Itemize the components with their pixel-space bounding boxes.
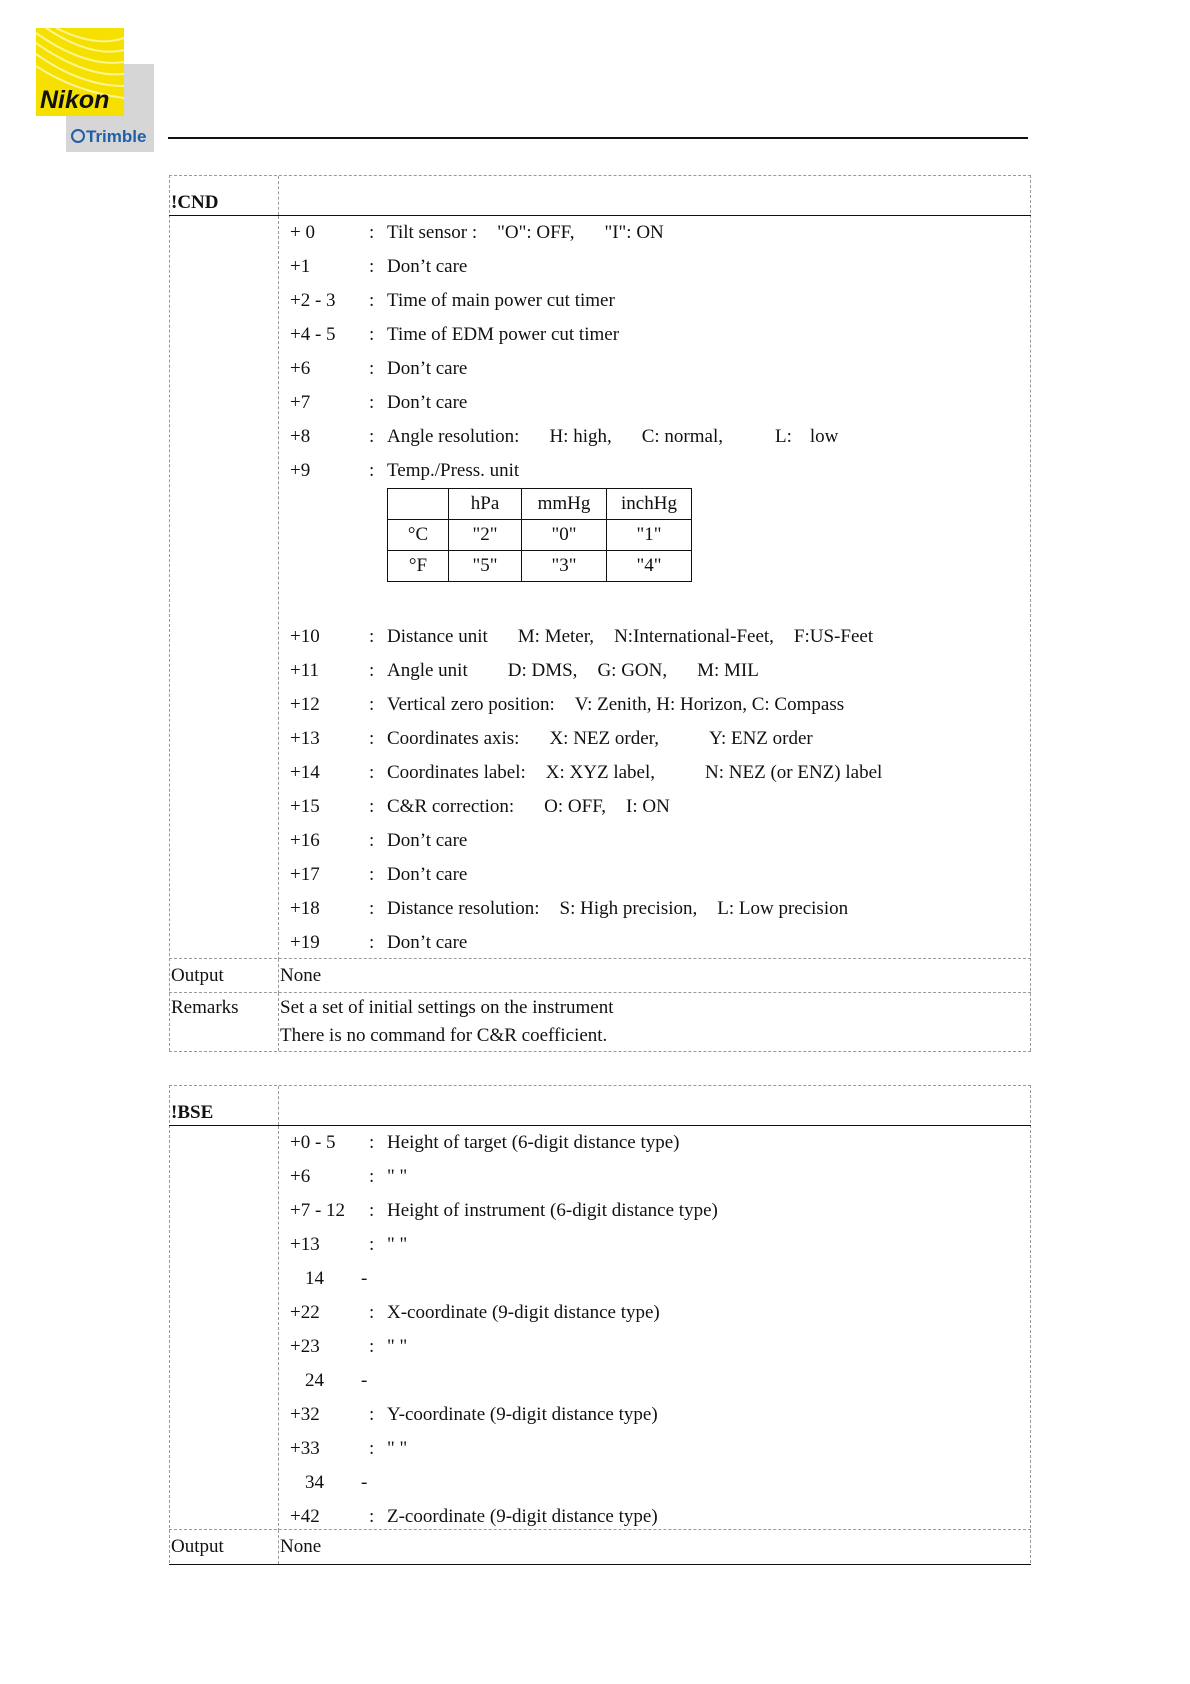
param-colon: :	[369, 1200, 375, 1221]
param-row	[169, 1126, 1031, 1160]
description-part: O: OFF,	[544, 796, 607, 817]
param-colon: -	[361, 1370, 368, 1391]
param-description	[387, 1194, 718, 1228]
cnd-remarks-row	[169, 992, 1031, 1052]
param-description	[387, 352, 467, 386]
param-offset: +32	[290, 1404, 320, 1425]
param-colon: :	[369, 1234, 375, 1255]
param-offset: +15	[290, 796, 320, 817]
description-part: N:International-Feet,	[614, 626, 774, 647]
description-part: Coordinates axis:	[387, 728, 520, 749]
description-part: M: MIL	[697, 660, 759, 681]
param-row	[169, 250, 1031, 284]
param-colon: :	[369, 694, 375, 715]
cnd-section	[169, 175, 1031, 1051]
description-part: Don’t care	[387, 392, 468, 413]
param-colon: :	[369, 864, 375, 885]
param-colon: :	[369, 1404, 375, 1425]
param-row	[169, 1296, 1031, 1330]
param-row	[169, 318, 1031, 352]
description-part: X: NEZ order,	[549, 728, 659, 749]
param-offset: +18	[290, 898, 320, 919]
description-part: Angle resolution:	[387, 426, 520, 447]
description-part: " "	[387, 1336, 408, 1357]
param-row	[169, 722, 1031, 756]
param-row	[169, 1228, 1031, 1262]
param-colon: :	[369, 728, 375, 749]
param-colon: :	[369, 830, 375, 851]
param-offset: 24	[305, 1370, 324, 1391]
unit-table-corner	[388, 489, 449, 520]
param-offset: +13	[290, 1234, 320, 1255]
description-part: Height of target (6-digit distance type)	[387, 1132, 680, 1153]
description-part: H: high,	[549, 426, 612, 447]
param-colon: :	[369, 256, 375, 277]
unit-row-label: °F	[388, 551, 449, 582]
param-row	[169, 858, 1031, 892]
unit-table-header-row	[388, 489, 692, 520]
bse-command: !BSE	[171, 1102, 214, 1123]
param-description	[387, 790, 670, 824]
description-part: Y-coordinate (9-digit distance type)	[387, 1404, 658, 1425]
unit-header-inchhg: inchHg	[607, 489, 692, 520]
param-row	[169, 1364, 1031, 1398]
description-part: Time of EDM power cut timer	[387, 324, 620, 345]
param-row	[169, 756, 1031, 790]
description-part: Tilt sensor :	[387, 222, 478, 243]
param-offset: +11	[290, 660, 320, 681]
param-offset: 34	[305, 1472, 324, 1493]
param-colon: :	[369, 358, 375, 379]
unit-table-row-c	[388, 520, 692, 551]
param-row	[169, 284, 1031, 318]
cnd-command: !CND	[171, 192, 219, 213]
description-part: C&R correction:	[387, 796, 515, 817]
param-row	[169, 1262, 1031, 1296]
unit-cell: "4"	[607, 551, 692, 582]
param-description	[387, 1398, 658, 1432]
description-part: X: XYZ label,	[545, 762, 656, 783]
param-offset: +0 - 5	[290, 1132, 336, 1153]
param-offset: +14	[290, 762, 320, 783]
output-value: None	[280, 1536, 322, 1557]
param-colon: :	[369, 660, 375, 681]
param-offset: +1	[290, 256, 311, 277]
description-part: V: Zenith, H: Horizon, C: Compass	[574, 694, 845, 715]
param-colon: :	[369, 460, 375, 481]
param-offset: +2 - 3	[290, 290, 336, 311]
param-offset: +4 - 5	[290, 324, 336, 345]
description-part: D: DMS,	[507, 660, 578, 681]
param-row	[169, 454, 1031, 488]
bse-input-area	[169, 1126, 1031, 1531]
param-description	[387, 216, 664, 250]
param-offset: +23	[290, 1336, 320, 1357]
description-part: F:US-Feet	[793, 626, 874, 647]
description-part: M: Meter,	[517, 626, 595, 647]
description-part: Coordinates label:	[387, 762, 526, 783]
unit-cell: "5"	[449, 551, 522, 582]
unit-cell: "1"	[607, 520, 692, 551]
param-offset: +13	[290, 728, 320, 749]
description-part: Don’t care	[387, 830, 468, 851]
param-row	[169, 386, 1031, 420]
unit-table-row-f	[388, 551, 692, 582]
param-row	[169, 892, 1031, 926]
description-part: " "	[387, 1166, 408, 1187]
description-part: Don’t care	[387, 358, 468, 379]
param-row	[169, 790, 1031, 824]
param-description	[387, 454, 519, 488]
param-colon: :	[369, 426, 375, 447]
param-row	[169, 1160, 1031, 1194]
description-part: low	[809, 426, 839, 447]
param-offset: +7	[290, 392, 311, 413]
output-label: Output	[171, 965, 224, 986]
param-description	[387, 926, 467, 960]
bse-section	[169, 1085, 1031, 1563]
bse-output-row	[169, 1529, 1031, 1565]
unit-cell: "3"	[522, 551, 607, 582]
logo-trimble-text: Trimble	[86, 127, 147, 146]
param-colon: :	[369, 1302, 375, 1323]
description-part: "I": ON	[604, 222, 664, 243]
temp-press-unit-table	[387, 488, 692, 582]
param-row	[169, 1466, 1031, 1500]
param-description	[387, 892, 848, 926]
description-part: Z-coordinate (9-digit distance type)	[387, 1506, 658, 1527]
description-part: Distance resolution:	[387, 898, 540, 919]
unit-cell: "0"	[522, 520, 607, 551]
param-colon: :	[369, 932, 375, 953]
param-row	[169, 688, 1031, 722]
param-description	[387, 1432, 407, 1466]
description-part: L:	[775, 426, 792, 447]
param-row	[169, 926, 1031, 960]
param-description	[387, 1160, 407, 1194]
param-description	[387, 420, 838, 454]
param-colon: :	[369, 1506, 375, 1527]
param-colon: :	[369, 324, 375, 345]
param-row	[169, 420, 1031, 454]
description-part: Height of instrument (6-digit distance type)	[387, 1200, 718, 1221]
param-description	[387, 318, 619, 352]
description-part: Temp./Press. unit	[387, 460, 520, 481]
description-part: N: NEZ (or ENZ) label	[705, 762, 883, 783]
param-colon: :	[369, 222, 375, 243]
param-description	[387, 1296, 660, 1330]
param-offset: +6	[290, 1166, 311, 1187]
param-offset: +10	[290, 626, 320, 647]
description-part: " "	[387, 1438, 408, 1459]
cnd-header	[169, 175, 1031, 216]
param-offset: +9	[290, 460, 311, 481]
cnd-input-area	[169, 216, 1031, 960]
description-part: Angle unit	[387, 660, 468, 681]
description-part: S: High precision,	[559, 898, 698, 919]
param-description	[387, 1330, 407, 1364]
param-colon: :	[369, 796, 375, 817]
param-colon: :	[369, 1336, 375, 1357]
description-part: I: ON	[626, 796, 670, 817]
unit-cell: "2"	[449, 520, 522, 551]
description-part: Y: ENZ order	[708, 728, 813, 749]
param-offset: +42	[290, 1506, 320, 1527]
param-row	[169, 1194, 1031, 1228]
param-colon: -	[361, 1472, 368, 1493]
description-part: Don’t care	[387, 864, 468, 885]
param-description	[387, 654, 759, 688]
param-colon: :	[369, 626, 375, 647]
description-part: " "	[387, 1234, 408, 1255]
description-part: Don’t care	[387, 932, 468, 953]
description-part: "O": OFF,	[497, 222, 575, 243]
nikon-trimble-logo	[36, 28, 154, 152]
description-part: Vertical zero position:	[387, 694, 555, 715]
unit-row-label: °C	[388, 520, 449, 551]
param-description	[387, 1126, 679, 1160]
remarks-line-1: Set a set of initial settings on the instrument	[280, 997, 614, 1018]
unit-header-hpa: hPa	[449, 489, 522, 520]
description-part: L: Low precision	[717, 898, 849, 919]
param-description	[387, 620, 873, 654]
unit-header-mmhg: mmHg	[522, 489, 607, 520]
description-part: G: GON,	[597, 660, 668, 681]
remarks-line-2: There is no command for C&R coefficient.	[280, 1025, 608, 1046]
param-description	[387, 824, 467, 858]
param-offset: +8	[290, 426, 311, 447]
description-part: Distance unit	[387, 626, 488, 647]
param-offset: 14	[305, 1268, 324, 1289]
param-offset: +22	[290, 1302, 320, 1323]
param-row	[169, 654, 1031, 688]
param-row	[169, 620, 1031, 654]
param-description	[387, 386, 467, 420]
param-description	[387, 688, 844, 722]
description-part: Don’t care	[387, 256, 468, 277]
param-description	[387, 250, 467, 284]
param-colon: :	[369, 898, 375, 919]
output-label: Output	[171, 1536, 224, 1557]
param-row	[169, 824, 1031, 858]
param-colon: :	[369, 392, 375, 413]
param-colon: :	[369, 1166, 375, 1187]
param-row	[169, 1432, 1031, 1466]
param-row	[169, 1330, 1031, 1364]
bse-header	[169, 1085, 1031, 1126]
param-colon: :	[369, 290, 375, 311]
description-part: Time of main power cut timer	[387, 290, 615, 311]
param-description	[387, 756, 882, 790]
param-description	[387, 858, 467, 892]
description-part: C: normal,	[641, 426, 724, 447]
param-offset: +7 - 12	[290, 1200, 346, 1221]
param-description	[387, 1228, 407, 1262]
param-colon: :	[369, 762, 375, 783]
param-description	[387, 284, 615, 318]
description-part: X-coordinate (9-digit distance type)	[387, 1302, 660, 1323]
logo-nikon-text: Nikon	[40, 86, 110, 114]
param-offset: +33	[290, 1438, 320, 1459]
param-colon: :	[369, 1438, 375, 1459]
header-rule	[168, 137, 1028, 139]
param-offset: +19	[290, 932, 320, 953]
param-offset: +12	[290, 694, 320, 715]
param-row	[169, 352, 1031, 386]
cnd-output-row	[169, 958, 1031, 993]
param-description	[387, 722, 813, 756]
param-row	[169, 1398, 1031, 1432]
param-colon: -	[361, 1268, 368, 1289]
param-offset: +17	[290, 864, 320, 885]
param-offset: +16	[290, 830, 320, 851]
param-offset: +6	[290, 358, 311, 379]
remarks-label: Remarks	[171, 997, 239, 1018]
output-value: None	[280, 965, 322, 986]
param-colon: :	[369, 1132, 375, 1153]
param-offset: + 0	[290, 222, 315, 243]
param-row	[169, 216, 1031, 250]
